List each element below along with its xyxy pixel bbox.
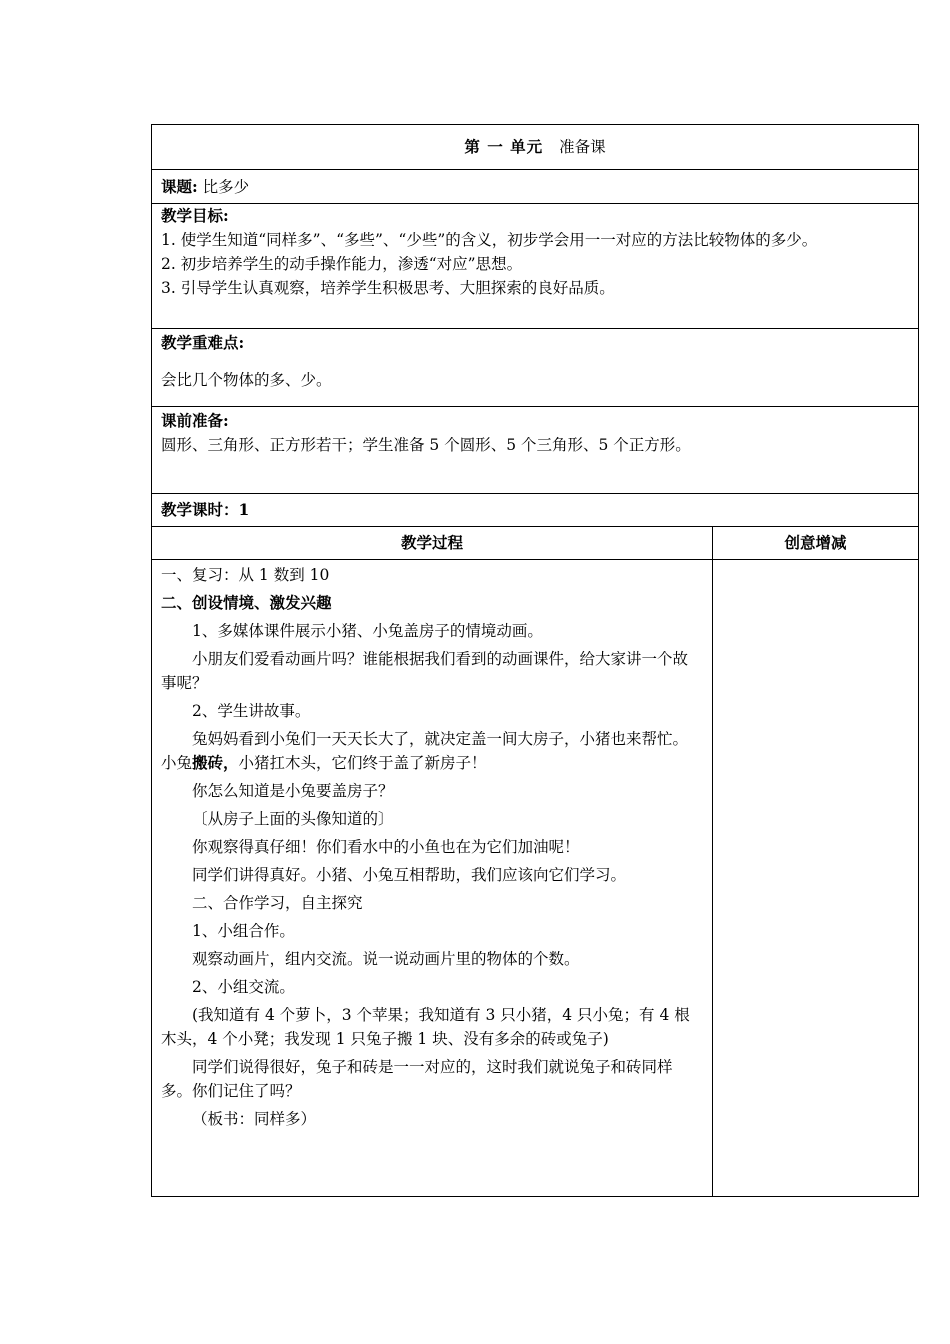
process-text: 小猪扛木头，它们终于盖了新房子！ [238, 754, 487, 772]
objective-item: 2. 初步培养学生的动手操作能力，渗透“对应”思想。 [161, 255, 523, 273]
process-line: 你怎么知道是小兔要盖房子？ [192, 782, 394, 800]
preparation-cell [152, 407, 919, 494]
process-line: 1、多媒体课件展示小猪、小兔盖房子的情境动画。 [192, 622, 543, 640]
process-line: 二、创设情境、激发兴趣 [161, 593, 332, 612]
unit-subtitle: 准备课 [559, 138, 606, 156]
process-line: 1、小组合作。 [192, 922, 295, 940]
key-points-label: 教学重难点: [161, 333, 245, 352]
process-line: 2、学生讲故事。 [192, 702, 311, 720]
topic-label: 课题: [161, 176, 198, 196]
notes-column-header: 创意增减 [713, 527, 919, 560]
process-cell [152, 560, 713, 1197]
process-line [161, 727, 703, 775]
objectives-cell [152, 204, 919, 329]
process-line: (我知道有 4 个萝卜，3 个苹果；我知道有 3 只小猪，4 只小兔；有 4 根木头，4 个小凳；我发现 1 只兔子搬 1 块、没有多余的砖或兔子) [161, 1006, 690, 1048]
topic-value: 比多少 [202, 177, 250, 196]
process-text: 兔妈妈看到小兔们一天天长大了，就决定盖一间大房子，小猪也来帮忙。小兔 [161, 730, 689, 772]
lesson-hours-value: 1 [238, 500, 250, 519]
process-text-bold: 搬砖， [192, 753, 239, 772]
process-line: 你观察得真仔细！你们看水中的小鱼也在为它们加油呢！ [192, 838, 580, 856]
process-line: 同学们讲得真好。小猪、小兔互相帮助，我们应该向它们学习。 [192, 866, 627, 884]
notes-cell [713, 560, 919, 1197]
objectives-label: 教学目标: [161, 206, 229, 225]
process-line: 一、复习：从 1 数到 10 [161, 566, 330, 584]
key-points-text: 会比几个物体的多、少。 [161, 371, 332, 389]
objective-item: 3. 引导学生认真观察，培养学生积极思考、大胆探索的良好品质。 [161, 279, 615, 297]
unit-title: 第 一 单元 [464, 137, 544, 156]
process-line: 二、合作学习，自主探究 [192, 894, 363, 912]
process-line: 观察动画片，组内交流。说一说动画片里的物体的个数。 [192, 950, 580, 968]
process-column-header: 教学过程 [152, 527, 713, 560]
process-line: 小朋友们爱看动画片吗？谁能根据我们看到的动画课件，给大家讲一个故事呢？ [161, 650, 689, 692]
topic-cell [152, 170, 919, 204]
lesson-hours-cell [152, 494, 919, 527]
lesson-plan-table [151, 124, 919, 1197]
process-line: （板书：同样多） [192, 1110, 317, 1128]
preparation-text: 圆形、三角形、正方形若干；学生准备 5 个圆形、5 个三角形、5 个正方形。 [161, 436, 691, 454]
process-line: 〔从房子上面的头像知道的〕 [192, 810, 394, 828]
preparation-label: 课前准备: [161, 411, 229, 430]
objective-item: 1. 使学生知道“同样多”、“多些”、“少些”的含义，初步学会用一一对应的方法比较物体的多少。 [161, 231, 818, 249]
unit-title-cell [152, 125, 919, 170]
process-line: 同学们说得很好，兔子和砖是一一对应的，这时我们就说兔子和砖同样多。你们记住了吗？ [161, 1058, 673, 1100]
key-points-cell [152, 329, 919, 407]
process-line: 2、小组交流。 [192, 978, 295, 996]
lesson-hours-label: 教学课时： [161, 500, 239, 519]
